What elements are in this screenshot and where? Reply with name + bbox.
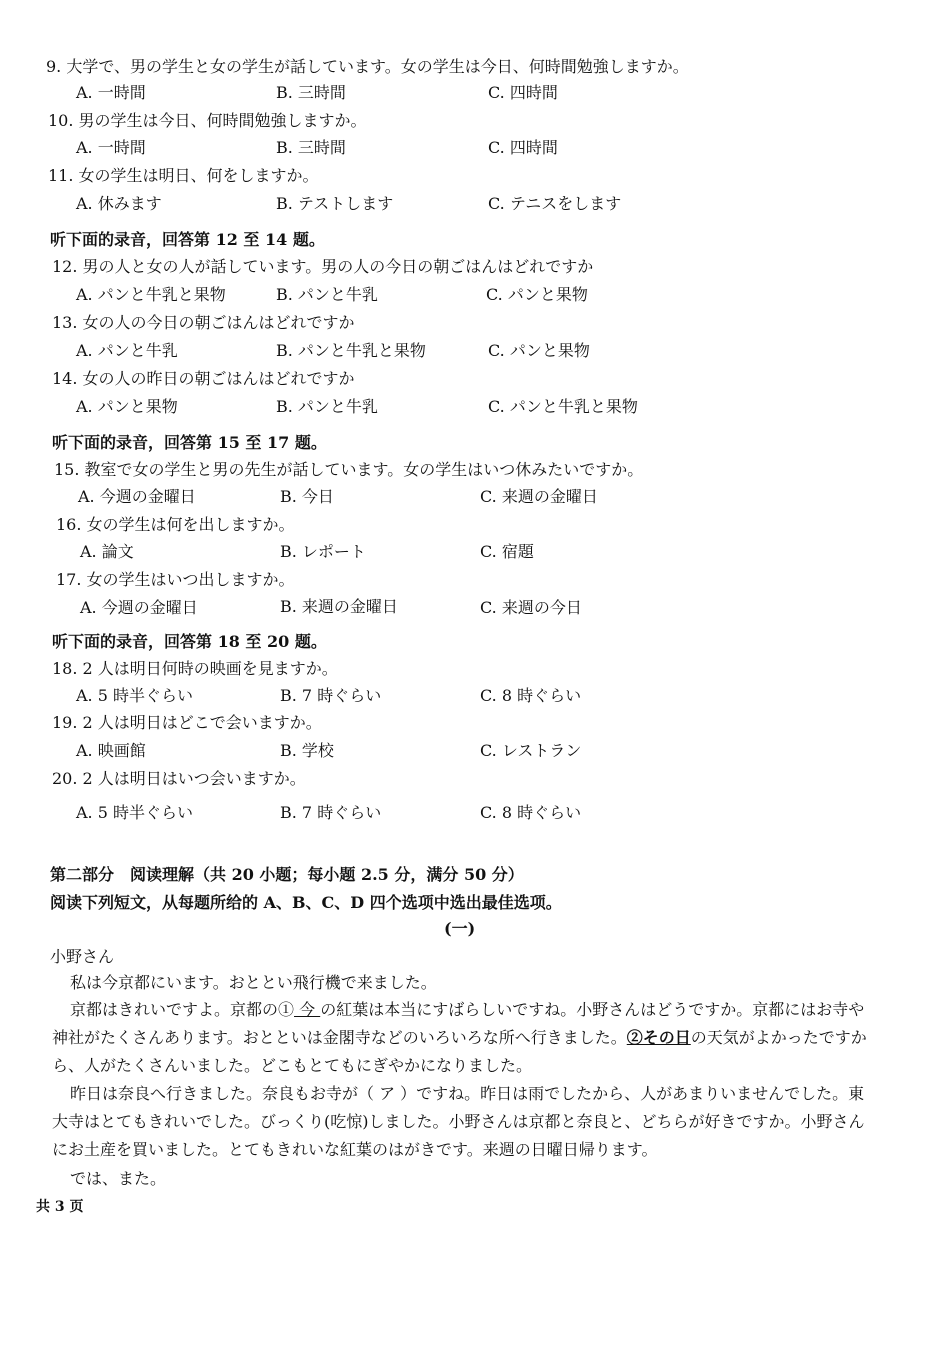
q19-option-c: C. レストラン	[480, 741, 582, 760]
question-19: 19. 2 人は明日はどこで会いますか。	[52, 713, 322, 732]
q11-option-a: A. 休みます	[76, 194, 162, 213]
q13-option-c: C. パンと果物	[488, 341, 590, 360]
q20-option-c: C. 8 時ぐらい	[480, 803, 582, 822]
q10-option-b: B. 三時間	[276, 138, 346, 157]
q16-option-a: A. 論文	[80, 542, 134, 561]
q11-option-b: B. テストします	[276, 194, 394, 213]
question-13: 13. 女の人の今日の朝ごはんはどれですか	[52, 313, 355, 332]
question-9: 9. 大学で、男の学生と女の学生が話しています。女の学生は今日、何時間勉強しますか。	[46, 57, 689, 76]
letter-paragraph-1: 私は今京都にいます。おととい飛行機で来ました。	[70, 973, 437, 992]
p2-text-middle: の紅葉は本当にすばらしいですね。小野さんはどうですか。京都にはお寺や神社がたくさんあります。おとといは金閣寺などのいろいろな所へ行きました。	[52, 1000, 865, 1047]
q19-option-b: B. 学校	[280, 741, 334, 760]
question-14: 14. 女の人の昨日の朝ごはんはどれですか	[52, 369, 355, 388]
question-11: 11. 女の学生は明日、何をしますか。	[48, 166, 319, 185]
question-12: 12. 男の人と女の人が話しています。男の人の今日の朝ごはんはどれですか	[52, 257, 594, 276]
q20-option-b: B. 7 時ぐらい	[280, 803, 382, 822]
q10-option-a: A. 一時間	[76, 138, 146, 157]
q12-option-c: C. パンと果物	[486, 285, 588, 304]
q12-option-a: A. パンと牛乳と果物	[76, 285, 226, 304]
reading-section-title: 第二部分 阅读理解（共 20 小题；每小题 2.5 分，满分 50 分）	[50, 865, 524, 884]
q16-option-c: C. 宿題	[480, 542, 534, 561]
letter-salutation: 小野さん	[50, 947, 115, 966]
q18-option-a: A. 5 時半ぐらい	[76, 686, 193, 705]
page-count-footer: 共 3 页	[36, 1199, 84, 1215]
letter-paragraph-2	[52, 996, 872, 1080]
question-16: 16. 女の学生は何を出しますか。	[56, 515, 295, 534]
q11-option-c: C. テニスをします	[488, 194, 622, 213]
q17-option-c: C. 来週の今日	[480, 598, 582, 617]
q18-option-c: C. 8 時ぐらい	[480, 686, 582, 705]
passage-number: (一)	[444, 919, 476, 938]
q17-option-b: B. 来週の金曜日	[280, 597, 398, 616]
q17-option-a: A. 今週の金曜日	[80, 598, 198, 617]
q15-option-c: C. 来週の金曜日	[480, 487, 598, 506]
q14-option-b: B. パンと牛乳	[276, 397, 378, 416]
underlined-word-1: 今	[294, 1000, 321, 1019]
q16-option-b: B. レポート	[280, 542, 366, 561]
q18-option-b: B. 7 時ぐらい	[280, 686, 382, 705]
instruction-18-20: 听下面的录音，回答第 18 至 20 题。	[52, 632, 327, 651]
q12-option-b: B. パンと牛乳	[276, 285, 378, 304]
reading-instruction: 阅读下列短文，从每题所给的 A、B、C、D 四个选项中选出最佳选项。	[50, 893, 562, 912]
p2-text-start: 京都はきれいですよ。京都の①	[70, 1000, 295, 1019]
q19-option-a: A. 映画館	[76, 741, 146, 760]
q9-option-a: A. 一時間	[76, 83, 146, 102]
q10-option-c: C. 四時間	[488, 138, 558, 157]
q13-option-b: B. パンと牛乳と果物	[276, 341, 426, 360]
p2-text-end: の天気がよかったですから、人がたくさんいました。どこもとてもにぎやかになりました。	[52, 1028, 867, 1075]
q9-option-c: C. 四時間	[488, 83, 558, 102]
underlined-word-2: ②その日	[626, 1028, 691, 1047]
q15-option-b: B. 今日	[280, 487, 334, 506]
question-20: 20. 2 人は明日はいつ会いますか。	[52, 769, 306, 788]
letter-closing: では、また。	[70, 1169, 167, 1188]
question-17: 17. 女の学生はいつ出しますか。	[56, 570, 295, 589]
q14-option-a: A. パンと果物	[76, 397, 178, 416]
letter-paragraph-3: 昨日は奈良へ行きました。奈良もお寺が（ ア ）ですね。昨日は雨でしたから、人があまりいませんでした。東大寺はとてもきれいでした。びっくり(吃惊)しました。小野さんは京都と奈良と、どちらが好きですか。小野さんにお土産を買いました。とてもきれいな紅葉のはがきです。来週の日曜日帰ります。	[52, 1084, 865, 1159]
instruction-12-14: 听下面的录音，回答第 12 至 14 题。	[50, 230, 325, 249]
q15-option-a: A. 今週の金曜日	[78, 487, 196, 506]
question-15: 15. 教室で女の学生と男の先生が話しています。女の学生はいつ休みたいですか。	[54, 460, 644, 479]
q9-option-b: B. 三時間	[276, 83, 346, 102]
q20-option-a: A. 5 時半ぐらい	[76, 803, 193, 822]
question-10: 10. 男の学生は今日、何時間勉強しますか。	[48, 111, 367, 130]
instruction-15-17: 听下面的录音，回答第 15 至 17 题。	[52, 433, 327, 452]
q13-option-a: A. パンと牛乳	[76, 341, 178, 360]
q14-option-c: C. パンと牛乳と果物	[488, 397, 638, 416]
question-18: 18. 2 人は明日何時の映画を見ますか。	[52, 659, 338, 678]
